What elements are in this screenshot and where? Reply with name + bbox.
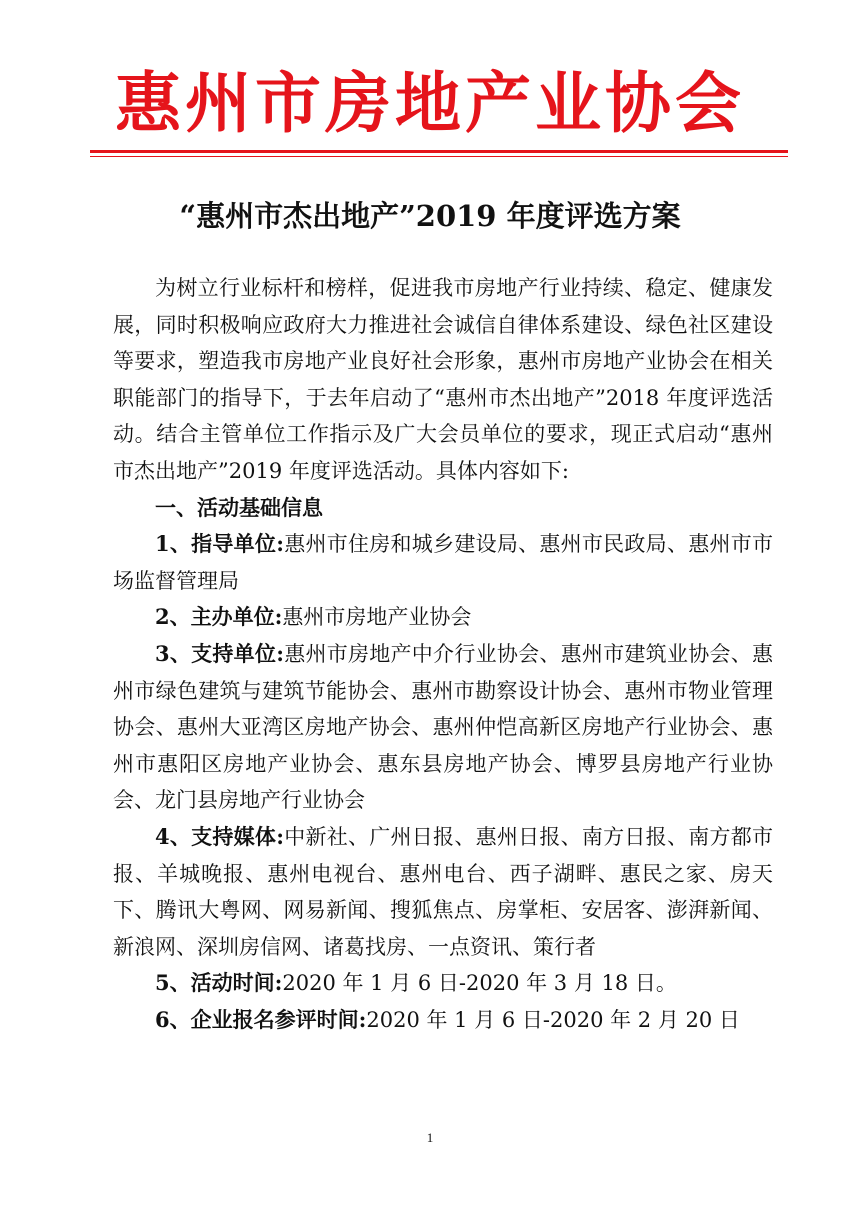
item-label: 4、支持媒体: [155,823,284,849]
info-item-organizer [113,599,773,636]
intro-paragraph: 为树立行业标杆和榜样，促进我市房地产行业持续、稳定、健康发展，同时积极响应政府大力推进社会诚信自律体系建设、绿色社区建设等要求，塑造我市房地产业良好社会形象，惠州市房地产业协会在相关职能部门的指导下，于去年启动了“惠州市杰出地产”2018 年度评选活动。结合主管单位工作指示及广大会员单位的要求，现正式启动“惠州市杰出地产”2019 年度评选活动。具体内容如下: [113,276,773,483]
letterhead-rule-thin [90,156,788,157]
item-text: 惠州市住房和城乡建设局、惠州市民政局、惠州市市场监督管理局 [113,532,773,593]
letterhead-org-name: 惠州市房地产业协会 [115,64,745,142]
info-item-activity-time [113,965,773,1002]
document-body [113,270,773,1038]
info-item-media [113,819,773,965]
letterhead-rule-thick [90,150,788,153]
document-title: “惠州市杰出地产”2019 年度评选方案 [179,199,681,233]
info-item-guiding [113,526,773,599]
item-text: 2020 年 1 月 6 日-2020 年 2 月 20 日 [366,1007,740,1032]
item-text: 惠州市房地产中介行业协会、惠州市建筑业协会、惠州市绿色建筑与建筑节能协会、惠州市勘察设计协会、惠州市物业管理协会、惠州大亚湾区房地产协会、惠州仲恺高新区房地产行业协会、惠州市惠阳区房地产业协会、惠东县房地产协会、博罗县房地产行业协会、龙门县房地产行业协会 [113,641,773,813]
item-label: 3、支持单位: [155,640,284,666]
item-label: 1、指导单位: [155,531,284,557]
item-label: 2、主办单位: [155,604,283,630]
page-number: 1 [426,1130,434,1145]
item-text: 中新社、广州日报、惠州日报、南方日报、南方都市报、羊城晚报、惠州电视台、惠州电台、西子湖畔、惠民之家、房天下、腾讯大粤网、网易新闻、搜狐焦点、房掌柜、安居客、澎湃新闻、新浪网、深圳房信网、诸葛找房、一点资讯、策行者 [113,824,773,959]
item-text: 惠州市房地产业协会 [282,605,472,630]
item-label: 5、活动时间: [155,970,283,996]
item-label: 6、企业报名参评时间: [155,1006,367,1032]
section-heading: 一、活动基础信息 [155,494,323,520]
info-item-supporters [113,636,773,819]
item-text: 2020 年 1 月 6 日-2020 年 3 月 18 日。 [282,971,677,996]
info-item-registration-time [113,1002,773,1039]
